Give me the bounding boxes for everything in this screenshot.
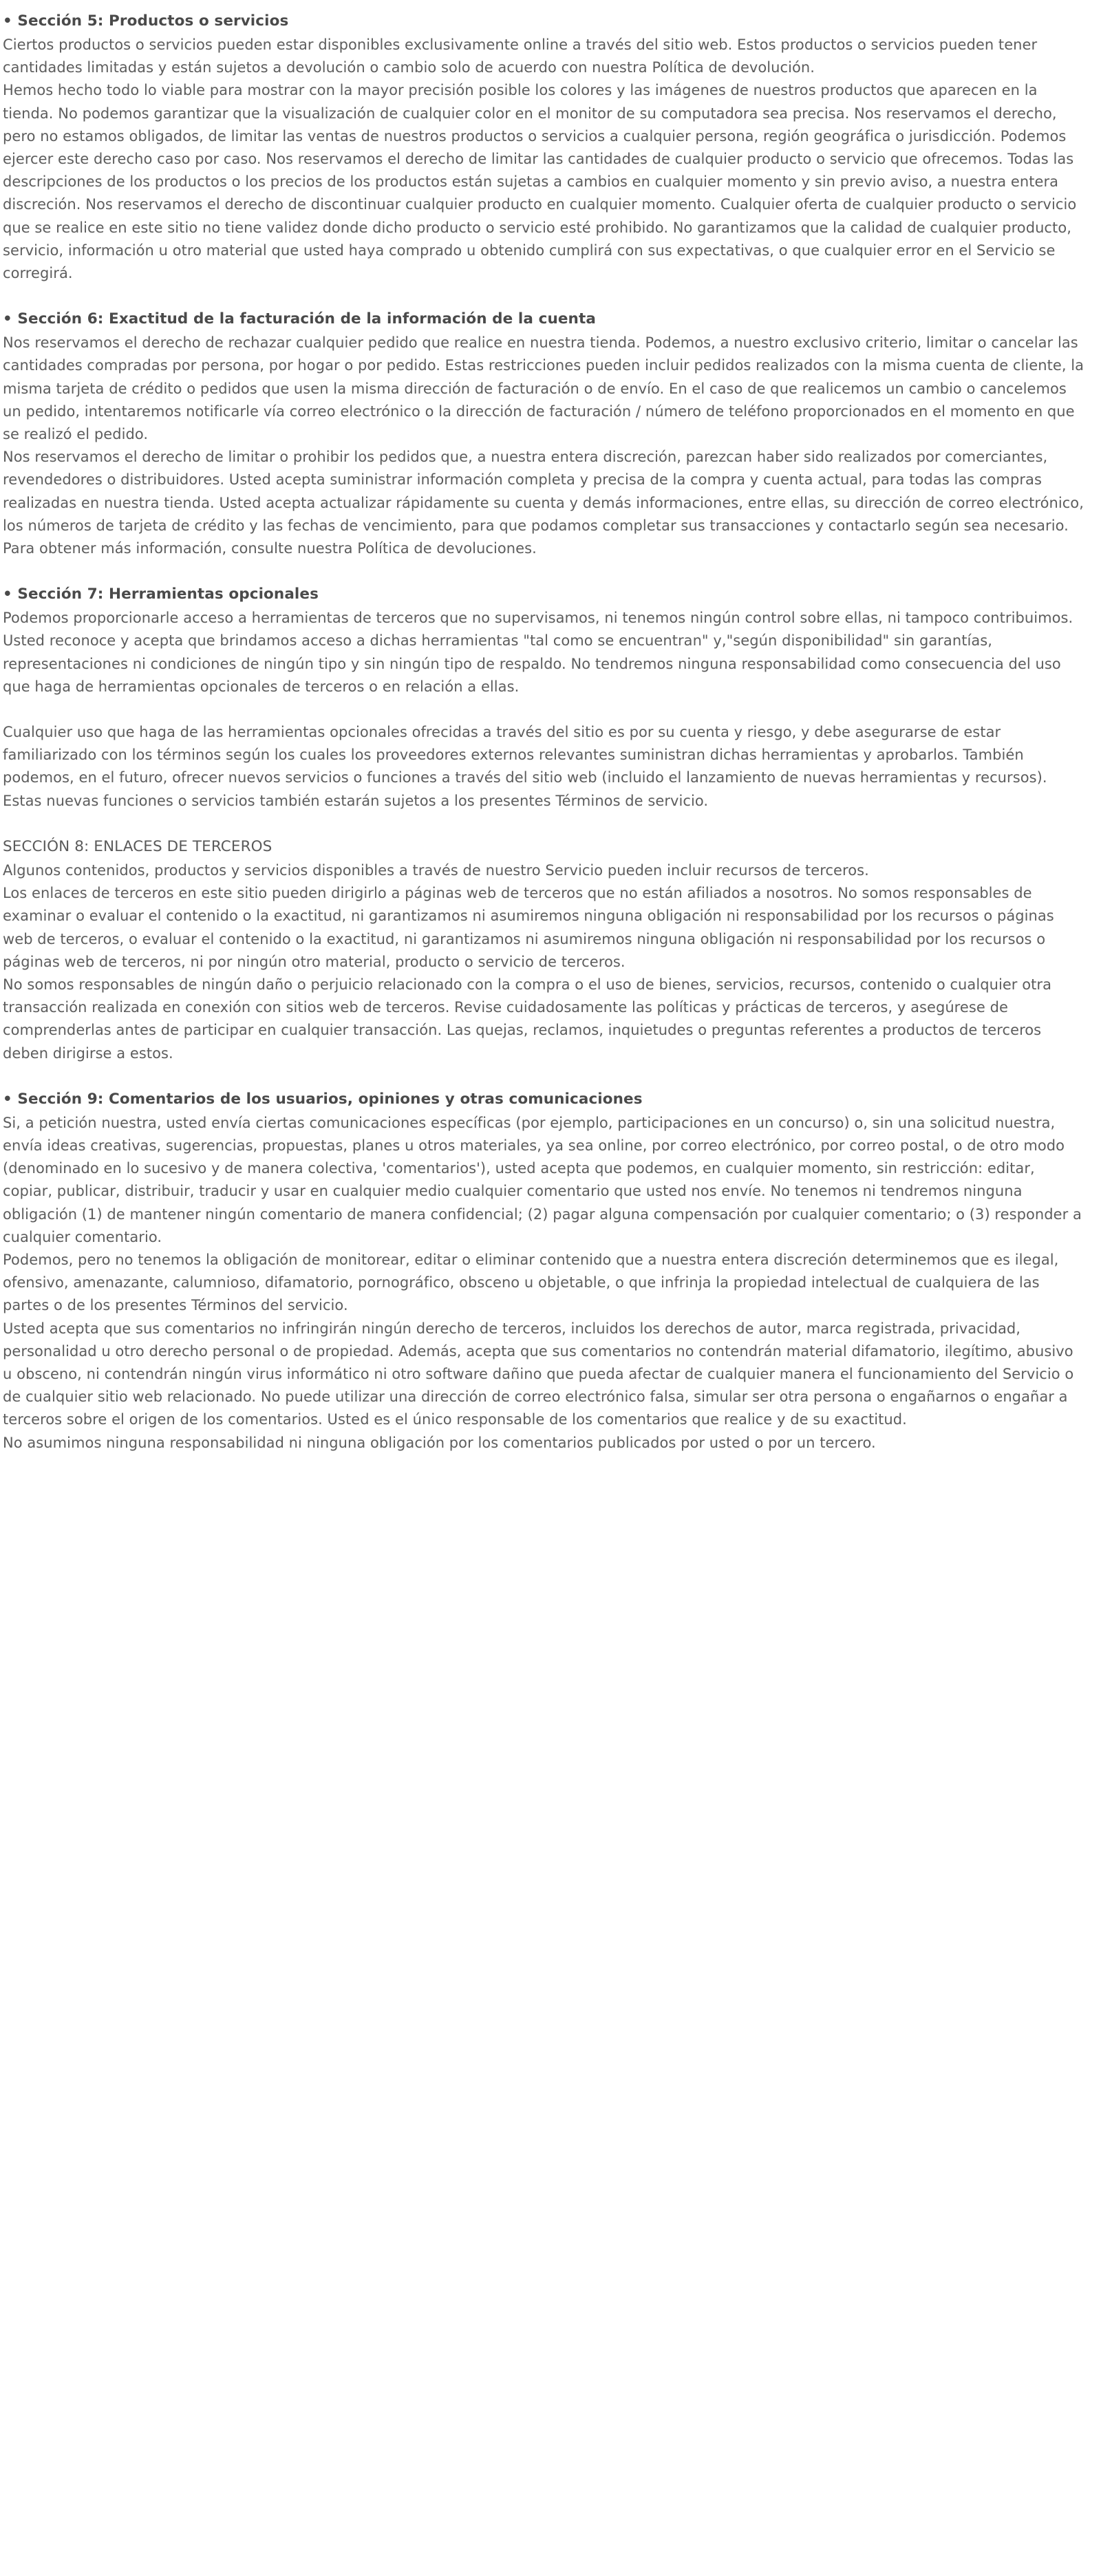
section-paragraph: Nos reservamos el derecho de limitar o prohibir los pedidos que, a nuestra entera discreción, parezcan haber sido realizados por comerciantes, revendedores o distribuidores. Usted acepta suministrar información completa y precisa de la compra y cuenta actual, para todas las compras realizadas en nuestra tienda. Usted acepta actualizar rápidamente su cuenta y demás informaciones, entre ellas, su dirección de correo electrónico, los números de tarjeta de crédito y las fechas de vencimiento, para que podamos completar sus transacciones y contactarlo según sea necesario. Para obtener más información, consulte nuestra Política de devoluciones. [3, 449, 1084, 557]
section-paragraph: Algunos contenidos, productos y servicios disponibles a través de nuestro Servicio pueden incluir recursos de terceros. [3, 861, 869, 879]
section-paragraph: Podemos, pero no tenemos la obligación de monitorear, editar o eliminar contenido que a nuestra entera discreción determinemos que es ilegal, ofensivo, amenazante, calumnioso, difamatorio, pornográfico, obsceno u objetable, o que infrinja la propiedad intelectual de cualquiera de las partes o de los presentes Términos del servicio. [3, 1251, 1059, 1314]
section-paragraph: Nos reservamos el derecho de rechazar cualquier pedido que realice en nuestra tienda. Podemos, a nuestro exclusivo criterio, limitar o cancelar las cantidades compradas por persona, por hogar o por pedido. Estas restricciones pueden incluir pedidos realizados con la misma cuenta de cliente, la misma tarjeta de crédito o pedidos que usen la misma dirección de facturación o de envío. En el caso de que realicemos un cambio o cancelemos un pedido, intentaremos notificarle vía correo electrónico o la dirección de facturación / número de teléfono proporcionados en el momento en que se realizó el pedido. [3, 334, 1084, 443]
section-paragraph: Ciertos productos o servicios pueden estar disponibles exclusivamente online a través del sitio web. Estos productos o servicios pueden tener cantidades limitadas y están sujetos a devolución o cambio solo de acuerdo con nuestra Política de devolución. [3, 36, 1038, 76]
section-enlaces-de-terceros [3, 835, 1084, 1065]
section-paragraph: No asumimos ninguna responsabilidad ni ninguna obligación por los comentarios publicados por usted o por un tercero. [3, 1434, 876, 1451]
section-spacer [3, 1065, 1084, 1088]
section-productos-o-servicios [3, 10, 1084, 285]
section-heading: • Sección 9: Comentarios de los usuarios, opiniones y otras comunicaciones [3, 1090, 643, 1108]
section-paragraph: Si, a petición nuestra, usted envía ciertas comunicaciones específicas (por ejemplo, participaciones en un concurso) o, sin una solicitud nuestra, envía ideas creativas, sugerencias, propuestas, planes u otros materiales, ya sea online, por correo electrónico, por correo postal, o de otro modo (denominado en lo sucesivo y de manera colectiva, 'comentarios'), usted acepta que podemos, en cualquier momento, sin restricción: editar, copiar, publicar, distribuir, traducir y usar en cualquier medio cualquier comentario que usted nos envíe. No tenemos ni tendremos ninguna obligación (1) de mantener ningún comentario de manera confidencial; (2) pagar alguna compensación por cualquier comentario; o (3) responder a cualquier comentario. [3, 1114, 1082, 1245]
section-spacer [3, 813, 1084, 835]
section-heading: • Sección 7: Herramientas opcionales [3, 586, 319, 603]
section-heading: SECCIÓN 8: ENLACES DE TERCEROS [3, 837, 272, 855]
section-herramientas-opcionales [3, 583, 1084, 813]
section-heading: • Sección 6: Exactitud de la facturación de la información de la cuenta [3, 310, 596, 328]
section-paragraph: Hemos hecho todo lo viable para mostrar con la mayor precisión posible los colores y las imágenes de nuestros productos que aparecen en la tienda. No podemos garantizar que la visualización de cualquier color en el monitor de su computadora sea precisa. Nos reservamos el derecho, pero no estamos obligados, de limitar las ventas de nuestros productos o servicios a cualquier persona, región geográfica o jurisdicción. Podemos ejercer este derecho caso por caso. Nos reservamos el derecho de limitar las cantidades de cualquier producto o servicio que ofrecemos. Todas las descripciones de los productos o los precios de los productos están sujetas a cambios en cualquier momento y sin previo aviso, a nuestra entera discreción. Nos reservamos el derecho de discontinuar cualquier producto en cualquier momento. Cualquier oferta de cualquier producto o servicio que se realice en este sitio no tiene validez donde dicho producto o servicio esté prohibido. No garantizamos que la calidad de cualquier producto, servicio, información u otro material que usted haya comprado u obtenido cumplirá con sus expectativas, o que cualquier error en el Servicio se corregirá. [3, 82, 1077, 282]
section-paragraph: Podemos proporcionarle acceso a herramientas de terceros que no supervisamos, ni tenemos ningún control sobre ellas, ni tampoco contribuimos. Usted reconoce y acepta que brindamos acceso a dichas herramientas "tal como se encuentran" y,"según disponibilidad" sin garantías, representaciones ni condiciones de ningún tipo y sin ningún tipo de respaldo. No tendremos ninguna responsabilidad como consecuencia del uso que haga de herramientas opcionales de terceros o en relación a ellas. [3, 610, 1073, 695]
section-comentarios-usuarios [3, 1088, 1084, 1455]
section-exactitud-facturacion [3, 308, 1084, 560]
section-paragraph: Usted acepta que sus comentarios no infringirán ningún derecho de terceros, incluidos los derechos de autor, marca registrada, privacidad, personalidad u otro derecho personal o de propiedad. Además, acepta que sus comentarios no contendrán material difamatorio, ilegítimo, abusivo u obsceno, ni contendrán ningún virus informático ni otro software dañino que pueda afectar de cualquier manera el funcionamiento del Servicio o de cualquier sitio web relacionado. No puede utilizar una dirección de correo electrónico falsa, simular ser otra persona o engañarnos o engañar a terceros sobre el origen de los comentarios. Usted es el único responsable de los comentarios que realice y de su exactitud. [3, 1320, 1074, 1428]
section-spacer [3, 560, 1084, 583]
section-paragraph: Los enlaces de terceros en este sitio pueden dirigirlo a páginas web de terceros que no están afiliados a nosotros. No somos responsables de examinar o evaluar el contenido o la exactitud, ni garantizamos ni asumiremos ninguna obligación ni responsabilidad por los recursos o páginas web de terceros, o evaluar el contenido o la exactitud, ni garantizamos ni asumiremos ninguna obligación ni responsabilidad por los recursos o páginas web de terceros, ni por ningún otro material, producto o servicio de terceros. [3, 885, 1054, 970]
paragraph-spacer [3, 698, 1084, 721]
section-heading: • Sección 5: Productos o servicios [3, 12, 289, 30]
section-spacer [3, 285, 1084, 308]
section-paragraph: No somos responsables de ningún daño o perjuicio relacionado con la compra o el uso de bienes, servicios, recursos, contenido o cualquier otra transacción realizada en conexión con sitios web de terceros. Revise cuidadosamente las políticas y prácticas de terceros, y asegúrese de comprenderlas antes de participar en cualquier transacción. Las quejas, reclamos, inquietudes o preguntas referentes a productos de terceros deben dirigirse a estos. [3, 976, 1051, 1062]
section-paragraph: Cualquier uso que haga de las herramientas opcionales ofrecidas a través del sitio es por su cuenta y riesgo, y debe asegurarse de estar familiarizado con los términos según los cuales los proveedores externos relevantes suministran dichas herramientas y aprobarlos. También podemos, en el futuro, ofrecer nuevos servicios o funciones a través del sitio web (incluido el lanzamiento de nuevas herramientas y recursos). Estas nuevas funciones o servicios también estarán sujetos a los presentes Términos de servicio. [3, 724, 1047, 809]
